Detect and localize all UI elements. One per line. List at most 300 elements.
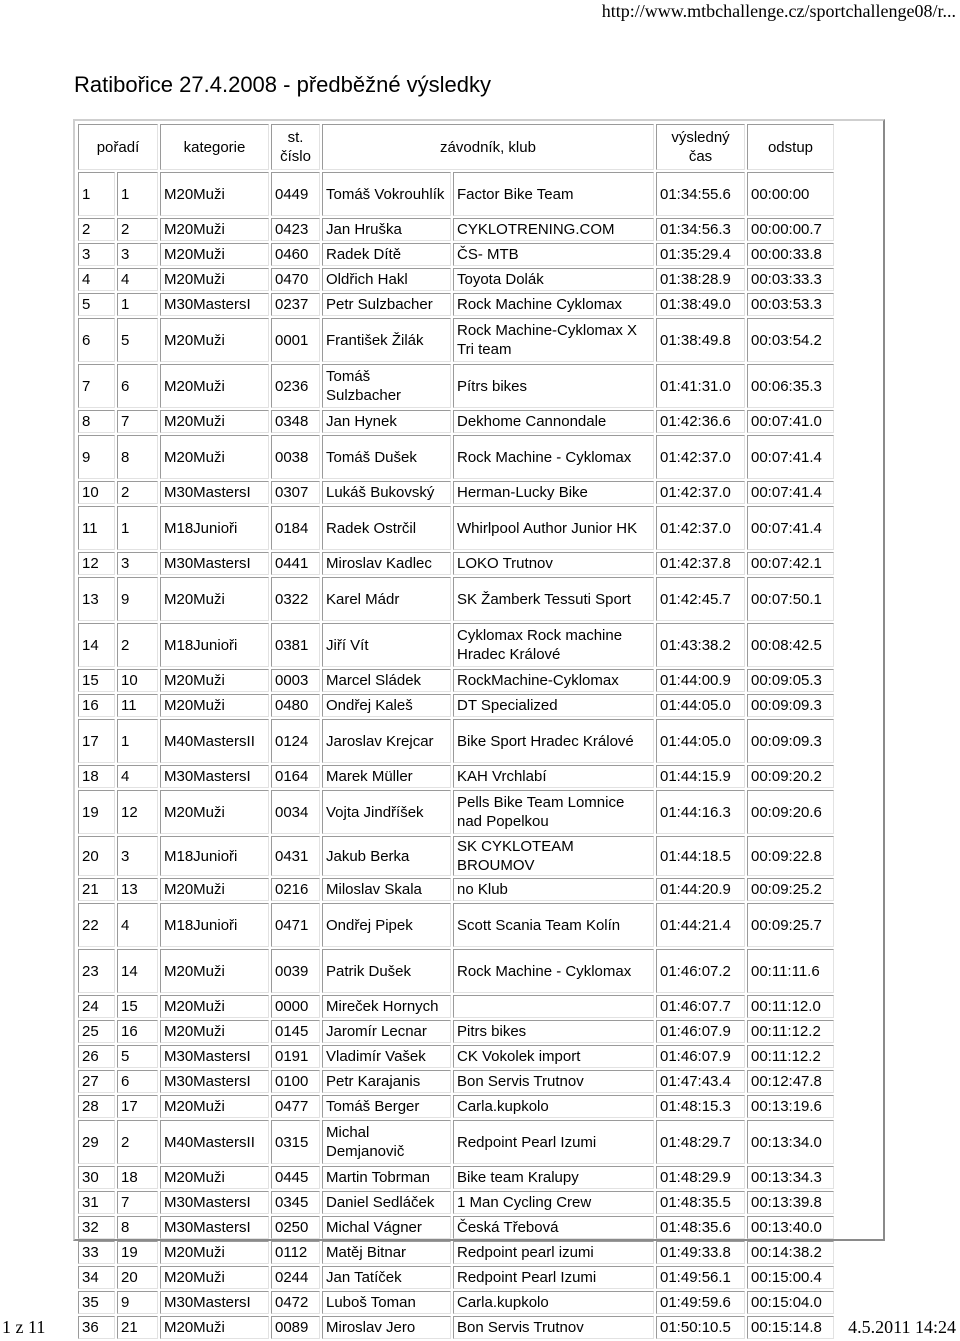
cell-gap: 00:07:41.4 — [747, 481, 834, 504]
cell-time: 01:44:21.4 — [656, 903, 745, 947]
cell-category: M20Muži — [160, 1095, 269, 1118]
table-row — [78, 1166, 834, 1189]
cell-rank: 29 — [78, 1120, 115, 1164]
cell-time: 01:48:29.7 — [656, 1120, 745, 1164]
cell-gap: 00:11:11.6 — [747, 949, 834, 993]
cell-gap: 00:00:00 — [747, 172, 834, 216]
table-row — [78, 719, 834, 763]
cell-category: M20Muži — [160, 577, 269, 621]
cell-start-number: 0184 — [271, 506, 320, 550]
cell-category: M18Junioři — [160, 623, 269, 667]
cell-category-rank: 13 — [117, 878, 158, 901]
cell-gap: 00:11:12.0 — [747, 995, 834, 1018]
cell-club: Scott Scania Team Kolín — [453, 903, 654, 947]
cell-category: M20Muži — [160, 790, 269, 834]
cell-start-number: 0000 — [271, 995, 320, 1018]
cell-category: M30MastersI — [160, 293, 269, 316]
cell-gap: 00:00:33.8 — [747, 243, 834, 266]
cell-gap: 00:09:09.3 — [747, 719, 834, 763]
cell-racer: Radek Ostrčil — [322, 506, 451, 550]
cell-start-number: 0089 — [271, 1316, 320, 1339]
cell-time: 01:44:16.3 — [656, 790, 745, 834]
cell-start-number: 0039 — [271, 949, 320, 993]
cell-category-rank: 20 — [117, 1266, 158, 1289]
cell-rank: 20 — [78, 836, 115, 876]
cell-start-number: 0003 — [271, 669, 320, 692]
cell-racer: Jan Hynek — [322, 410, 451, 433]
cell-gap: 00:07:42.1 — [747, 552, 834, 575]
cell-rank: 24 — [78, 995, 115, 1018]
cell-category-rank: 6 — [117, 364, 158, 408]
cell-start-number: 0460 — [271, 243, 320, 266]
cell-racer: Vojta Jindříšek — [322, 790, 451, 834]
cell-gap: 00:03:54.2 — [747, 318, 834, 362]
cell-rank: 31 — [78, 1191, 115, 1214]
cell-club: no Klub — [453, 878, 654, 901]
cell-gap: 00:03:53.3 — [747, 293, 834, 316]
table-row — [78, 577, 834, 621]
cell-category: M20Muži — [160, 1020, 269, 1043]
cell-time: 01:49:33.8 — [656, 1241, 745, 1264]
cell-category: M40MastersII — [160, 719, 269, 763]
cell-category-rank: 3 — [117, 243, 158, 266]
cell-club: Herman-Lucky Bike — [453, 481, 654, 504]
cell-racer: Miroslav Jero — [322, 1316, 451, 1339]
cell-time: 01:42:37.0 — [656, 506, 745, 550]
table-row — [78, 1191, 834, 1214]
cell-start-number: 0470 — [271, 268, 320, 291]
col-header-kategorie: kategorie — [160, 124, 269, 170]
cell-time: 01:42:45.7 — [656, 577, 745, 621]
cell-rank: 33 — [78, 1241, 115, 1264]
cell-time: 01:46:07.9 — [656, 1020, 745, 1043]
table-row — [78, 694, 834, 717]
col-header-gap: odstup — [747, 124, 834, 170]
cell-start-number: 0145 — [271, 1020, 320, 1043]
cell-start-number: 0112 — [271, 1241, 320, 1264]
cell-time: 01:44:00.9 — [656, 669, 745, 692]
cell-gap: 00:13:34.3 — [747, 1166, 834, 1189]
cell-time: 01:42:36.6 — [656, 410, 745, 433]
cell-category-rank: 5 — [117, 1045, 158, 1068]
cell-category-rank: 4 — [117, 268, 158, 291]
cell-racer: Oldřich Hakl — [322, 268, 451, 291]
cell-start-number: 0431 — [271, 836, 320, 876]
cell-start-number: 0034 — [271, 790, 320, 834]
cell-racer: Tomáš Dušek — [322, 435, 451, 479]
cell-club: KAH Vrchlabí — [453, 765, 654, 788]
cell-start-number: 0244 — [271, 1266, 320, 1289]
cell-start-number: 0250 — [271, 1216, 320, 1239]
cell-rank: 1 — [78, 172, 115, 216]
cell-rank: 36 — [78, 1316, 115, 1339]
cell-rank: 26 — [78, 1045, 115, 1068]
cell-gap: 00:09:09.3 — [747, 694, 834, 717]
cell-category-rank: 2 — [117, 481, 158, 504]
table-row — [78, 1241, 834, 1264]
cell-rank: 13 — [78, 577, 115, 621]
table-row — [78, 293, 834, 316]
cell-time: 01:34:56.3 — [656, 218, 745, 241]
cell-rank: 35 — [78, 1291, 115, 1314]
cell-category: M20Muži — [160, 1316, 269, 1339]
cell-racer: Jaromír Lecnar — [322, 1020, 451, 1043]
cell-racer: Miloslav Skala — [322, 878, 451, 901]
cell-gap: 00:12:47.8 — [747, 1070, 834, 1093]
cell-gap: 00:06:35.3 — [747, 364, 834, 408]
cell-category: M20Muži — [160, 318, 269, 362]
cell-time: 01:50:10.5 — [656, 1316, 745, 1339]
cell-rank: 2 — [78, 218, 115, 241]
cell-category: M20Muži — [160, 1266, 269, 1289]
cell-gap: 00:07:50.1 — [747, 577, 834, 621]
cell-category-rank: 1 — [117, 172, 158, 216]
cell-racer: Matěj Bitnar — [322, 1241, 451, 1264]
cell-category: M20Muži — [160, 1166, 269, 1189]
cell-rank: 16 — [78, 694, 115, 717]
cell-start-number: 0216 — [271, 878, 320, 901]
cell-club: Carla.kupkolo — [453, 1291, 654, 1314]
cell-category-rank: 2 — [117, 218, 158, 241]
cell-rank: 25 — [78, 1020, 115, 1043]
cell-racer: Daniel Sedláček — [322, 1191, 451, 1214]
cell-rank: 21 — [78, 878, 115, 901]
cell-club: Factor Bike Team — [453, 172, 654, 216]
cell-start-number: 0423 — [271, 218, 320, 241]
cell-category-rank: 2 — [117, 623, 158, 667]
cell-time: 01:46:07.2 — [656, 949, 745, 993]
cell-racer: Vladimír Vašek — [322, 1045, 451, 1068]
table-row — [78, 218, 834, 241]
cell-category: M20Muži — [160, 995, 269, 1018]
cell-rank: 6 — [78, 318, 115, 362]
table-row — [78, 172, 834, 216]
cell-time: 01:47:43.4 — [656, 1070, 745, 1093]
cell-rank: 32 — [78, 1216, 115, 1239]
cell-racer: Jan Hruška — [322, 218, 451, 241]
cell-time: 01:35:29.4 — [656, 243, 745, 266]
table-row — [78, 790, 834, 834]
cell-time: 01:41:31.0 — [656, 364, 745, 408]
cell-time: 01:44:05.0 — [656, 694, 745, 717]
cell-club: Carla.kupkolo — [453, 1095, 654, 1118]
cell-category: M18Junioři — [160, 836, 269, 876]
cell-start-number: 0124 — [271, 719, 320, 763]
cell-club: Pells Bike Team Lomnice nad Popelkou — [453, 790, 654, 834]
cell-category-rank: 1 — [117, 719, 158, 763]
cell-gap: 00:07:41.4 — [747, 435, 834, 479]
cell-racer: Marcel Sládek — [322, 669, 451, 692]
cell-racer: Petr Karajanis — [322, 1070, 451, 1093]
page-counter: 1 z 11 — [2, 1317, 46, 1337]
cell-category: M20Muži — [160, 878, 269, 901]
cell-rank: 18 — [78, 765, 115, 788]
cell-time: 01:38:49.8 — [656, 318, 745, 362]
cell-category: M20Muži — [160, 268, 269, 291]
cell-category: M30MastersI — [160, 1191, 269, 1214]
cell-time: 01:44:15.9 — [656, 765, 745, 788]
table-row — [78, 481, 834, 504]
cell-club: Rock Machine Cyklomax — [453, 293, 654, 316]
cell-club: Rock Machine - Cyklomax — [453, 949, 654, 993]
cell-club: Redpoint Pearl Izumi — [453, 1266, 654, 1289]
cell-start-number: 0237 — [271, 293, 320, 316]
cell-rank: 4 — [78, 268, 115, 291]
cell-category: M20Muži — [160, 949, 269, 993]
cell-category: M20Muži — [160, 435, 269, 479]
table-row — [78, 903, 834, 947]
table-row — [78, 765, 834, 788]
cell-rank: 8 — [78, 410, 115, 433]
cell-category: M20Muži — [160, 669, 269, 692]
cell-rank: 10 — [78, 481, 115, 504]
cell-club: CK Vokolek import — [453, 1045, 654, 1068]
table-row — [78, 878, 834, 901]
cell-category: M20Muži — [160, 243, 269, 266]
cell-category: M30MastersI — [160, 1070, 269, 1093]
table-row — [78, 318, 834, 362]
cell-gap: 00:11:12.2 — [747, 1020, 834, 1043]
cell-rank: 14 — [78, 623, 115, 667]
cell-category-rank: 19 — [117, 1241, 158, 1264]
cell-category-rank: 21 — [117, 1316, 158, 1339]
cell-category: M20Muži — [160, 694, 269, 717]
table-row — [78, 1120, 834, 1164]
cell-gap: 00:15:00.4 — [747, 1266, 834, 1289]
cell-category: M18Junioři — [160, 903, 269, 947]
cell-time: 01:46:07.7 — [656, 995, 745, 1018]
cell-category: M20Muži — [160, 410, 269, 433]
cell-gap: 00:09:25.2 — [747, 878, 834, 901]
cell-gap: 00:09:20.6 — [747, 790, 834, 834]
cell-gap: 00:13:39.8 — [747, 1191, 834, 1214]
table-row — [78, 268, 834, 291]
cell-club: Rock Machine-Cyklomax X Tri team — [453, 318, 654, 362]
cell-rank: 3 — [78, 243, 115, 266]
cell-start-number: 0322 — [271, 577, 320, 621]
cell-gap: 00:13:34.0 — [747, 1120, 834, 1164]
cell-club: Pitrs bikes — [453, 1020, 654, 1043]
cell-racer: Ondřej Kaleš — [322, 694, 451, 717]
cell-gap: 00:13:19.6 — [747, 1095, 834, 1118]
table-row — [78, 995, 834, 1018]
cell-racer: Tomáš Berger — [322, 1095, 451, 1118]
cell-time: 01:44:05.0 — [656, 719, 745, 763]
page-title: Ratibořice 27.4.2008 - předběžné výsledky — [74, 72, 492, 97]
cell-time: 01:49:59.6 — [656, 1291, 745, 1314]
cell-gap: 00:15:14.8 — [747, 1316, 834, 1339]
cell-category-rank: 3 — [117, 552, 158, 575]
cell-rank: 23 — [78, 949, 115, 993]
table-row — [78, 1291, 834, 1314]
table-row — [78, 1216, 834, 1239]
cell-rank: 15 — [78, 669, 115, 692]
cell-racer: Luboš Toman — [322, 1291, 451, 1314]
cell-time: 01:48:35.5 — [656, 1191, 745, 1214]
cell-category-rank: 10 — [117, 669, 158, 692]
cell-category: M30MastersI — [160, 765, 269, 788]
cell-time: 01:38:49.0 — [656, 293, 745, 316]
cell-time: 01:42:37.8 — [656, 552, 745, 575]
cell-category-rank: 4 — [117, 903, 158, 947]
page-url: http://www.mtbchallenge.cz/sportchallenge08/r... — [601, 1, 956, 21]
cell-category-rank: 16 — [117, 1020, 158, 1043]
cell-time: 01:48:15.3 — [656, 1095, 745, 1118]
cell-time: 01:34:55.6 — [656, 172, 745, 216]
cell-start-number: 0038 — [271, 435, 320, 479]
cell-start-number: 0471 — [271, 903, 320, 947]
cell-rank: 19 — [78, 790, 115, 834]
cell-start-number: 0164 — [271, 765, 320, 788]
col-header-final-time: výsledný čas — [656, 124, 745, 170]
cell-category-rank: 2 — [117, 1120, 158, 1164]
cell-racer: Jan Tatíček — [322, 1266, 451, 1289]
cell-start-number: 0472 — [271, 1291, 320, 1314]
table-row — [78, 836, 834, 876]
cell-category-rank: 8 — [117, 435, 158, 479]
table-row — [78, 364, 834, 408]
cell-category-rank: 9 — [117, 1291, 158, 1314]
cell-start-number: 0480 — [271, 694, 320, 717]
cell-club: Bon Servis Trutnov — [453, 1316, 654, 1339]
cell-time: 01:38:28.9 — [656, 268, 745, 291]
cell-time: 01:48:29.9 — [656, 1166, 745, 1189]
cell-category-rank: 12 — [117, 790, 158, 834]
cell-gap: 00:09:20.2 — [747, 765, 834, 788]
cell-rank: 28 — [78, 1095, 115, 1118]
cell-start-number: 0100 — [271, 1070, 320, 1093]
cell-category: M30MastersI — [160, 1291, 269, 1314]
cell-category: M18Junioři — [160, 506, 269, 550]
cell-racer: Marek Müller — [322, 765, 451, 788]
cell-club: Pítrs bikes — [453, 364, 654, 408]
cell-racer: Ondřej Pipek — [322, 903, 451, 947]
cell-rank: 9 — [78, 435, 115, 479]
table-row — [78, 243, 834, 266]
cell-rank: 11 — [78, 506, 115, 550]
cell-gap: 00:09:05.3 — [747, 669, 834, 692]
cell-start-number: 0315 — [271, 1120, 320, 1164]
cell-gap: 00:03:33.3 — [747, 268, 834, 291]
cell-rank: 22 — [78, 903, 115, 947]
cell-category-rank: 18 — [117, 1166, 158, 1189]
cell-rank: 27 — [78, 1070, 115, 1093]
cell-category: M20Muži — [160, 1241, 269, 1264]
cell-start-number: 0445 — [271, 1166, 320, 1189]
results-table — [76, 122, 836, 1341]
cell-rank: 34 — [78, 1266, 115, 1289]
cell-gap: 00:09:25.7 — [747, 903, 834, 947]
cell-racer: Jakub Berka — [322, 836, 451, 876]
cell-time: 01:44:18.5 — [656, 836, 745, 876]
cell-start-number: 0348 — [271, 410, 320, 433]
cell-rank: 7 — [78, 364, 115, 408]
cell-club: 1 Man Cycling Crew — [453, 1191, 654, 1214]
cell-category: M30MastersI — [160, 552, 269, 575]
cell-racer: Mireček Hornych — [322, 995, 451, 1018]
cell-rank: 17 — [78, 719, 115, 763]
table-row — [78, 435, 834, 479]
cell-start-number: 0307 — [271, 481, 320, 504]
cell-gap: 00:07:41.0 — [747, 410, 834, 433]
table-row — [78, 949, 834, 993]
cell-racer: Tomáš Sulzbacher — [322, 364, 451, 408]
cell-club: CYKLOTRENING.COM — [453, 218, 654, 241]
cell-club: Whirlpool Author Junior HK — [453, 506, 654, 550]
table-row — [78, 506, 834, 550]
cell-start-number: 0449 — [271, 172, 320, 216]
cell-start-number: 0236 — [271, 364, 320, 408]
table-row — [78, 1266, 834, 1289]
col-header-poradi: pořadí — [78, 124, 158, 170]
table-row — [78, 1045, 834, 1068]
cell-start-number: 0381 — [271, 623, 320, 667]
cell-racer: Petr Sulzbacher — [322, 293, 451, 316]
cell-category-rank: 5 — [117, 318, 158, 362]
cell-racer: Tomáš Vokrouhlík — [322, 172, 451, 216]
cell-start-number: 0345 — [271, 1191, 320, 1214]
cell-club: Redpoint Pearl Izumi — [453, 1120, 654, 1164]
cell-racer: Michal Demjanovič — [322, 1120, 451, 1164]
results-body — [78, 172, 834, 1339]
cell-gap: 00:13:40.0 — [747, 1216, 834, 1239]
table-row — [78, 552, 834, 575]
cell-category: M20Muži — [160, 172, 269, 216]
cell-rank: 30 — [78, 1166, 115, 1189]
cell-club: LOKO Trutnov — [453, 552, 654, 575]
cell-club: Redpoint pearl izumi — [453, 1241, 654, 1264]
cell-gap: 00:09:22.8 — [747, 836, 834, 876]
cell-category: M40MastersII — [160, 1120, 269, 1164]
col-header-start-number: st. číslo — [271, 124, 320, 170]
cell-club: DT Specialized — [453, 694, 654, 717]
cell-category: M30MastersI — [160, 481, 269, 504]
cell-racer: Jaroslav Krejcar — [322, 719, 451, 763]
cell-club: ČS- MTB — [453, 243, 654, 266]
cell-gap: 00:08:42.5 — [747, 623, 834, 667]
cell-racer: Patrik Dušek — [322, 949, 451, 993]
cell-start-number: 0001 — [271, 318, 320, 362]
cell-time: 01:42:37.0 — [656, 435, 745, 479]
cell-rank: 5 — [78, 293, 115, 316]
cell-racer: Karel Mádr — [322, 577, 451, 621]
cell-racer: František Žilák — [322, 318, 451, 362]
table-header-row — [78, 124, 834, 170]
table-row — [78, 410, 834, 433]
cell-category-rank: 6 — [117, 1070, 158, 1093]
cell-gap: 00:14:38.2 — [747, 1241, 834, 1264]
cell-racer: Radek Dítě — [322, 243, 451, 266]
cell-gap: 00:15:04.0 — [747, 1291, 834, 1314]
cell-category: M30MastersI — [160, 1216, 269, 1239]
cell-club: SK Žamberk Tessuti Sport — [453, 577, 654, 621]
col-header-racer-club: závodník, klub — [322, 124, 654, 170]
cell-category-rank: 8 — [117, 1216, 158, 1239]
table-row — [78, 1020, 834, 1043]
table-row — [78, 623, 834, 667]
table-row — [78, 669, 834, 692]
cell-club: Bike Sport Hradec Králové — [453, 719, 654, 763]
cell-time: 01:43:38.2 — [656, 623, 745, 667]
table-row — [78, 1070, 834, 1093]
cell-racer: Lukáš Bukovský — [322, 481, 451, 504]
cell-time: 01:44:20.9 — [656, 878, 745, 901]
cell-gap: 00:00:00.7 — [747, 218, 834, 241]
cell-time: 01:46:07.9 — [656, 1045, 745, 1068]
cell-gap: 00:11:12.2 — [747, 1045, 834, 1068]
cell-racer: Michal Vágner — [322, 1216, 451, 1239]
print-timestamp: 4.5.2011 14:24 — [848, 1317, 956, 1337]
